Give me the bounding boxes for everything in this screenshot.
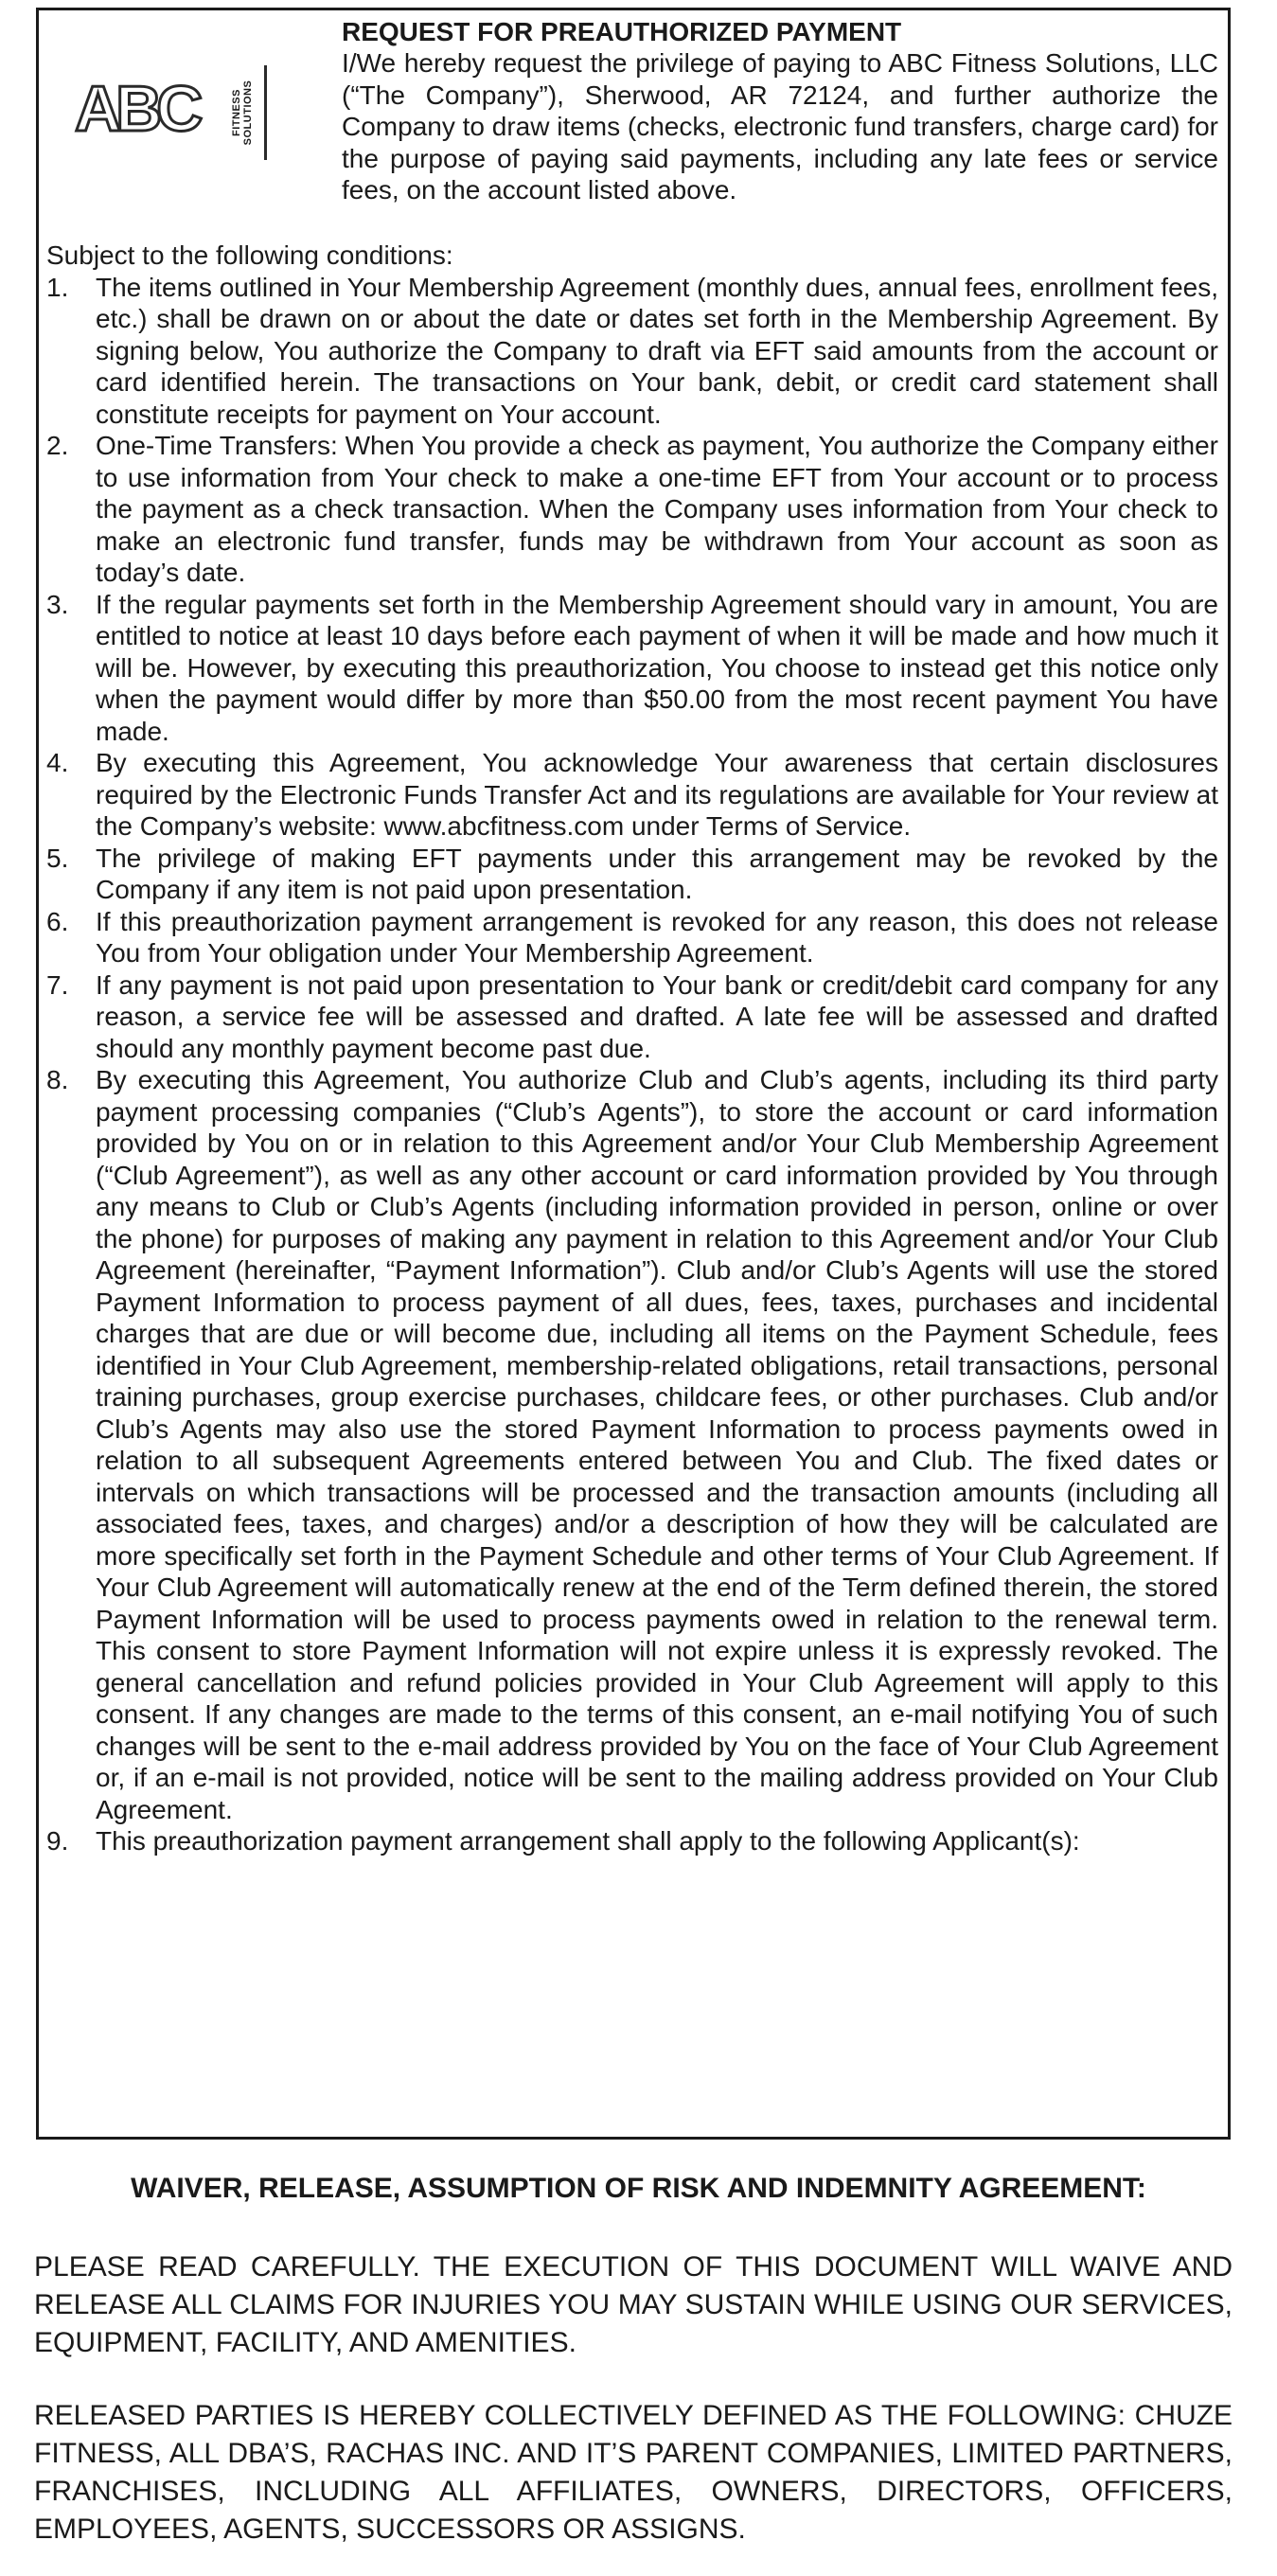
- logo-line-1: FITNESS: [230, 89, 242, 136]
- condition-text: By executing this Agreement, You authorize Club and Club’s agents, including its third party payment processing companies (“Club’s Agents”), to store the account or card information provided by You on or in relation to this Agreement and/or Your Club Membership Agreement (“Club Agreement”), as well as any other account or card information provided by You through any means to Club or Club’s Agents (including information provided in person, online or over the phone) for purposes of making any payment in relation to this Agreement and/or Your Club Agreement (hereinafter, “Payment Information”). Club and/or Club’s Agents will use the stored Payment Information to process payment of all dues, fees, taxes, purchases and incidental charges that are due or will become due, including all items on the Payment Schedule, fees identified in Your Club Agreement, membership-related obligations, retail transactions, personal training purchases, group exercise purchases, childcare fees, or other purchases. Club and/or Club’s Agents may also use the stored Payment Information to process payments owed in relation to all subsequent Agreements entered between You and Club. The fixed dates or intervals on which transactions will be processed and the transaction amounts (including all associated fees, taxes, and charges) and/or a description of how they will be calculated are more specifically set forth in the Payment Schedule and other terms of Your Club Agreement. If Your Club Agreement will automatically renew at the end of the Term defined therein, the stored Payment Information will be used to process payments owed in relation to the renewal term. This consent to store Payment Information will not expire unless it is expressly revoked. The general cancellation and refund policies provided in Your Club Agreement will apply to this consent. If any changes are made to the terms of this consent, an e-mail notifying You of such changes will be sent to the e-mail address provided by You on the face of Your Club Agreement or, if an e-mail is not provided, notice will be sent to the mailing address provided on Your Club Agreement.: [96, 1065, 1218, 1824]
- condition-number: 4.: [46, 748, 69, 777]
- condition-item: [46, 1825, 1218, 1857]
- waiver-warning-paragraph: PLEASE READ CAREFULLY. THE EXECUTION OF THIS DOCUMENT WILL WAIVE AND RELEASE ALL CLAIMS FOR INJURIES YOU MAY SUSTAIN WHILE USING OUR SERVICES, EQUIPMENT, FACILITY, AND AMENITIES.: [34, 2251, 1233, 2358]
- condition-number: 6.: [46, 906, 69, 936]
- payment-title: REQUEST FOR PREAUTHORIZED PAYMENT: [342, 17, 902, 46]
- waiver-title: WAIVER, RELEASE, ASSUMPTION OF RISK AND INDEMNITY AGREEMENT:: [131, 2173, 1146, 2204]
- abc-fitness-logo: [75, 65, 293, 160]
- condition-number: 9.: [46, 1826, 69, 1856]
- released-parties-paragraph: RELEASED PARTIES IS HEREBY COLLECTIVELY DEFINED AS THE FOLLOWING: CHUZE FITNESS, ALL DBA’S, RACHAS INC. AND IT’S PARENT COMPANIES, LIMITED PARTNERS, FRANCHISES, INCLUDING ALL AFFILIATES, OWNERS, DIRECTORS, OFFICERS, EMPLOYEES, AGENTS, SUCCESSORS OR ASSIGNS.: [34, 2400, 1233, 2545]
- conditions-list: [46, 272, 1218, 1857]
- conditions-intro: Subject to the following conditions:: [46, 240, 453, 270]
- logo-letters: ABC: [75, 73, 198, 145]
- payment-header: [46, 16, 1218, 240]
- condition-text: This preauthorization payment arrangement shall apply to the following Applicant(s):: [96, 1826, 1080, 1856]
- condition-text: By executing this Agreement, You acknowledge Your awareness that certain disclosures required by the Electronic Funds Transfer Act and its regulations are available for Your review at the Company’s website: www.abcfitness.com under Terms of Service.: [96, 748, 1218, 841]
- logo-line-2: SOLUTIONS: [242, 80, 254, 146]
- preauthorized-payment-box: [36, 8, 1231, 2140]
- condition-text: The items outlined in Your Membership Agreement (monthly dues, annual fees, enrollment fees, etc.) shall be drawn on or about the date or dates set forth in the Membership Agreement. By signing below, You authorize the Company to draft via EFT said amounts from the account or card identified herein. The transactions on Your bank, debit, or credit card statement shall constitute receipts for payment on Your account.: [96, 272, 1218, 429]
- condition-item: [46, 1064, 1218, 1825]
- condition-item: [46, 906, 1218, 969]
- condition-text: If this preauthorization payment arrangement is revoked for any reason, this does not release You from Your obligation under Your Membership Agreement.: [96, 906, 1218, 968]
- condition-number: 1.: [46, 272, 69, 302]
- condition-item: [46, 589, 1218, 748]
- condition-number: 2.: [46, 431, 69, 460]
- logo-divider: [264, 65, 267, 160]
- header-text: [342, 16, 1218, 206]
- condition-item: [46, 747, 1218, 843]
- condition-item: [46, 430, 1218, 589]
- logo-subtitle: [226, 65, 258, 160]
- condition-item: [46, 843, 1218, 906]
- condition-text: If the regular payments set forth in the Membership Agreement should vary in amount, You are entitled to notice at least 10 days before each payment of when it will be made and how much it will be. However, by executing this preauthorization, You choose to instead get this notice only when the payment would differ by more than $50.00 from the most recent payment You have made.: [96, 589, 1218, 746]
- condition-text: If any payment is not paid upon presentation to Your bank or credit/debit card company for any reason, a service fee will be assessed and drafted. A late fee will be assessed and drafted should any monthly payment become past due.: [96, 969, 1218, 1063]
- condition-item: [46, 272, 1218, 431]
- condition-text: The privilege of making EFT payments under this arrangement may be revoked by the Company if any item is not paid upon presentation.: [96, 843, 1218, 904]
- condition-text: One-Time Transfers: When You provide a check as payment, You authorize the Company either to use information from Your check to make a one-time EFT from Your account or to process the payment as a check transaction. When the Company uses information from Your check to make an electronic fund transfer, funds may be withdrawn from Your account as soon as today’s date.: [96, 431, 1218, 587]
- condition-number: 5.: [46, 843, 69, 873]
- condition-number: 3.: [46, 589, 69, 619]
- condition-number: 8.: [46, 1065, 69, 1094]
- condition-number: 7.: [46, 969, 69, 1000]
- payment-intro: I/We hereby request the privilege of paying to ABC Fitness Solutions, LLC (“The Company”), Sherwood, AR 72124, and further authorize the Company to draw items (checks, electronic fund transfers, charge card) for the purpose of paying said payments, including any late fees or service fees, on the account listed above.: [342, 48, 1218, 204]
- condition-item: [46, 969, 1218, 1065]
